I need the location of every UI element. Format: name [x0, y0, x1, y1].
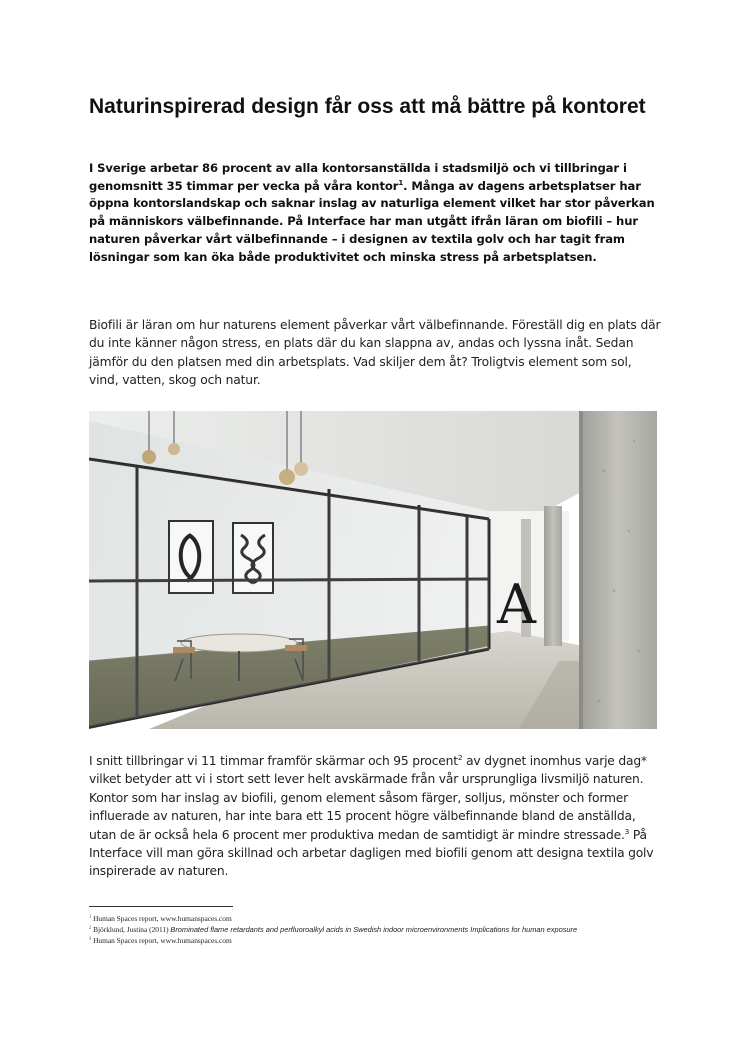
footnote-ref-1: 1	[398, 178, 404, 187]
body2-text-1: I snitt tillbringar vi 11 timmar framför skärmar och 95 procent	[89, 754, 458, 768]
footnote-number: 1	[89, 913, 92, 919]
office-photo	[89, 411, 657, 729]
footnote-text: Human Spaces report, www.humanspaces.com	[93, 914, 232, 923]
footnote-ref-2: 2	[457, 752, 463, 762]
footnote-3	[89, 935, 649, 946]
lead-text-2: . Många av dagens arbetsplatser har öppna kontorslandskap och saknar inslag av naturliga element vilket har stor påverkan på människors välbefinnande. På Interface har man utgått ifrån läran om biofili – hur naturen påverkar vårt välbefinnande – i designen av textila golv och har tagit fram lösningar som kan öka både produktivitet och minska stress på arbetsplatsen.	[89, 178, 655, 264]
footnote-text: Human Spaces report, www.humanspaces.com	[93, 936, 232, 946]
footnote-2	[89, 924, 649, 935]
body-paragraph-2	[89, 752, 664, 881]
footnote-text: Björklund, Justina (2011)	[93, 925, 171, 935]
footnote-number: 3	[89, 935, 92, 941]
logo-letter: A	[497, 573, 536, 636]
lead-paragraph	[89, 160, 659, 266]
lead-text-1: I Sverige arbetar 86 procent av alla kontorsanställda i stadsmiljö och vi tillbringar i genomsnitt 35 timmar per vecka på våra kontor	[89, 161, 627, 193]
office-illustration	[89, 411, 657, 729]
footnote-1	[89, 913, 649, 924]
footnote-number: 2	[89, 924, 92, 930]
body2-text-2: av dygnet inomhus varje dag* vilket betyder att vi i stort sett lever helt avskärmade från vår ursprungliga livsmiljö naturen. Kontor som har inslag av biofili, genom element såsom färger, solljus, mönster och former influerade av naturen, har inte bara ett 15 procent högre välbefinnande bland de anställda, utan de är också hela 6 procent mer produktiva medan de samtidigt är mindre stressade.	[89, 754, 647, 842]
body2-text-3: På Interface vill man göra skillnad och arbetar dagligen med biofili genom att designa textila golv inspirerade av naturen.	[89, 827, 654, 879]
footnote-ref-3: 3	[624, 826, 630, 836]
body-paragraph-1: Biofili är läran om hur naturens element påverkar vårt välbefinnande. Föreställ dig en plats där du inte känner någon stress, en plats där du kan slappna av, andas och lyssna inåt. Sedan jämför du den platsen med din arbetsplats. Vad skiljer dem åt? Troligtvis element som sol, vind, vatten, skog och natur.	[89, 318, 661, 388]
footnote-divider	[89, 906, 233, 907]
footnote-title: Brominated flame retardants and perfluoroalkyl acids in Swedish indoor microenvironments Implications for human exposure	[170, 925, 578, 935]
page-title: Naturinspirerad design får oss att må bättre på kontoret	[89, 95, 646, 118]
footnotes	[89, 913, 649, 947]
